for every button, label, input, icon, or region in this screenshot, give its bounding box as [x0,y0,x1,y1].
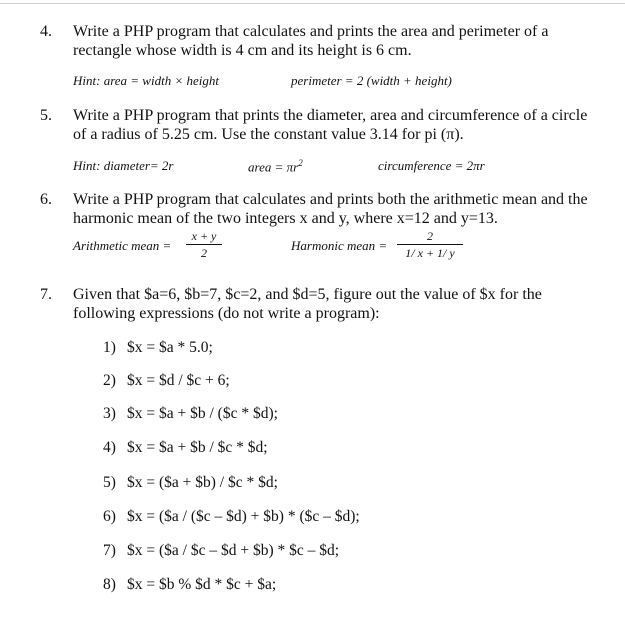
expression-number: 6) [103,508,116,525]
expression-number: 2) [103,372,116,389]
harmonic-mean-label: Harmonic mean = [291,238,388,253]
question-number: 6. [40,191,52,208]
hint-diameter: Hint: diameter= 2r [73,158,174,173]
question-number: 5. [40,107,52,124]
expression-3 [103,405,278,423]
question-text: Write a PHP program that calculates and prints both the arithmetic mean and the harmonic mean of the two integers x and y, where x=12 and y=13. [73,191,588,227]
expression-7 [103,542,339,560]
question-number: 4. [40,23,52,40]
expression-text: $x = $b % $d * $c + $a; [127,576,277,593]
hint-area-base: area = πr [248,159,299,175]
fraction-denominator: 2 [201,246,207,260]
expression-number: 1) [103,339,116,356]
fraction-bar [186,244,222,245]
expression-5 [103,474,278,492]
question-text: Given that $a=6, $b=7, $c=2, and $d=5, figure out the value of $x for the following expressions (do not write a program): [73,286,542,322]
hint-perimeter: perimeter = 2 (width + height) [291,73,452,88]
hint-area-exponent: 2 [298,158,303,168]
fraction-numerator: x + y [191,229,217,243]
expression-text: $x = $d / $c + 6; [127,372,230,389]
arithmetic-mean-fraction [186,229,222,260]
hint-area [248,158,303,175]
expression-number: 3) [103,405,116,422]
expression-number: 4) [103,439,116,456]
expression-text: $x = $a * 5.0; [127,339,213,356]
hint-circumference: circumference = 2πr [378,158,485,173]
expression-number: 8) [103,576,116,593]
expression-2 [103,372,230,390]
arithmetic-mean-label: Arithmetic mean = [73,238,172,253]
expression-text: $x = $a + $b / ($c * $d); [127,405,278,422]
expression-number: 7) [103,542,116,559]
question-text: Write a PHP program that calculates and prints the area and perimeter of a rectangle whose width is 4 cm and its height is 6 cm. [73,23,549,59]
expression-8 [103,576,276,594]
harmonic-mean-fraction [397,229,463,260]
expression-1 [103,339,213,357]
expression-text: $x = $a + $b / $c * $d; [127,439,268,456]
expression-number: 5) [103,474,116,491]
expression-4 [103,439,268,457]
fraction-bar [397,244,463,245]
hint-area: Hint: area = width × height [73,73,219,88]
expression-6 [103,508,360,526]
expression-text: $x = ($a / $c – $d + $b) * $c – $d; [127,542,340,559]
question-text: Write a PHP program that prints the diameter, area and circumference of a circle of a radius of 5.25 cm. Use the constant value 3.14 for pi (π). [73,107,588,143]
fraction-denominator: 1/ x + 1/ y [405,246,455,260]
top-rule [0,3,625,4]
expression-text: $x = ($a / ($c – $d) + $b) * ($c – $d); [127,508,360,525]
expression-text: $x = ($a + $b) / $c * $d; [127,474,278,491]
question-number: 7. [40,286,52,303]
fraction-numerator: 2 [427,229,433,243]
